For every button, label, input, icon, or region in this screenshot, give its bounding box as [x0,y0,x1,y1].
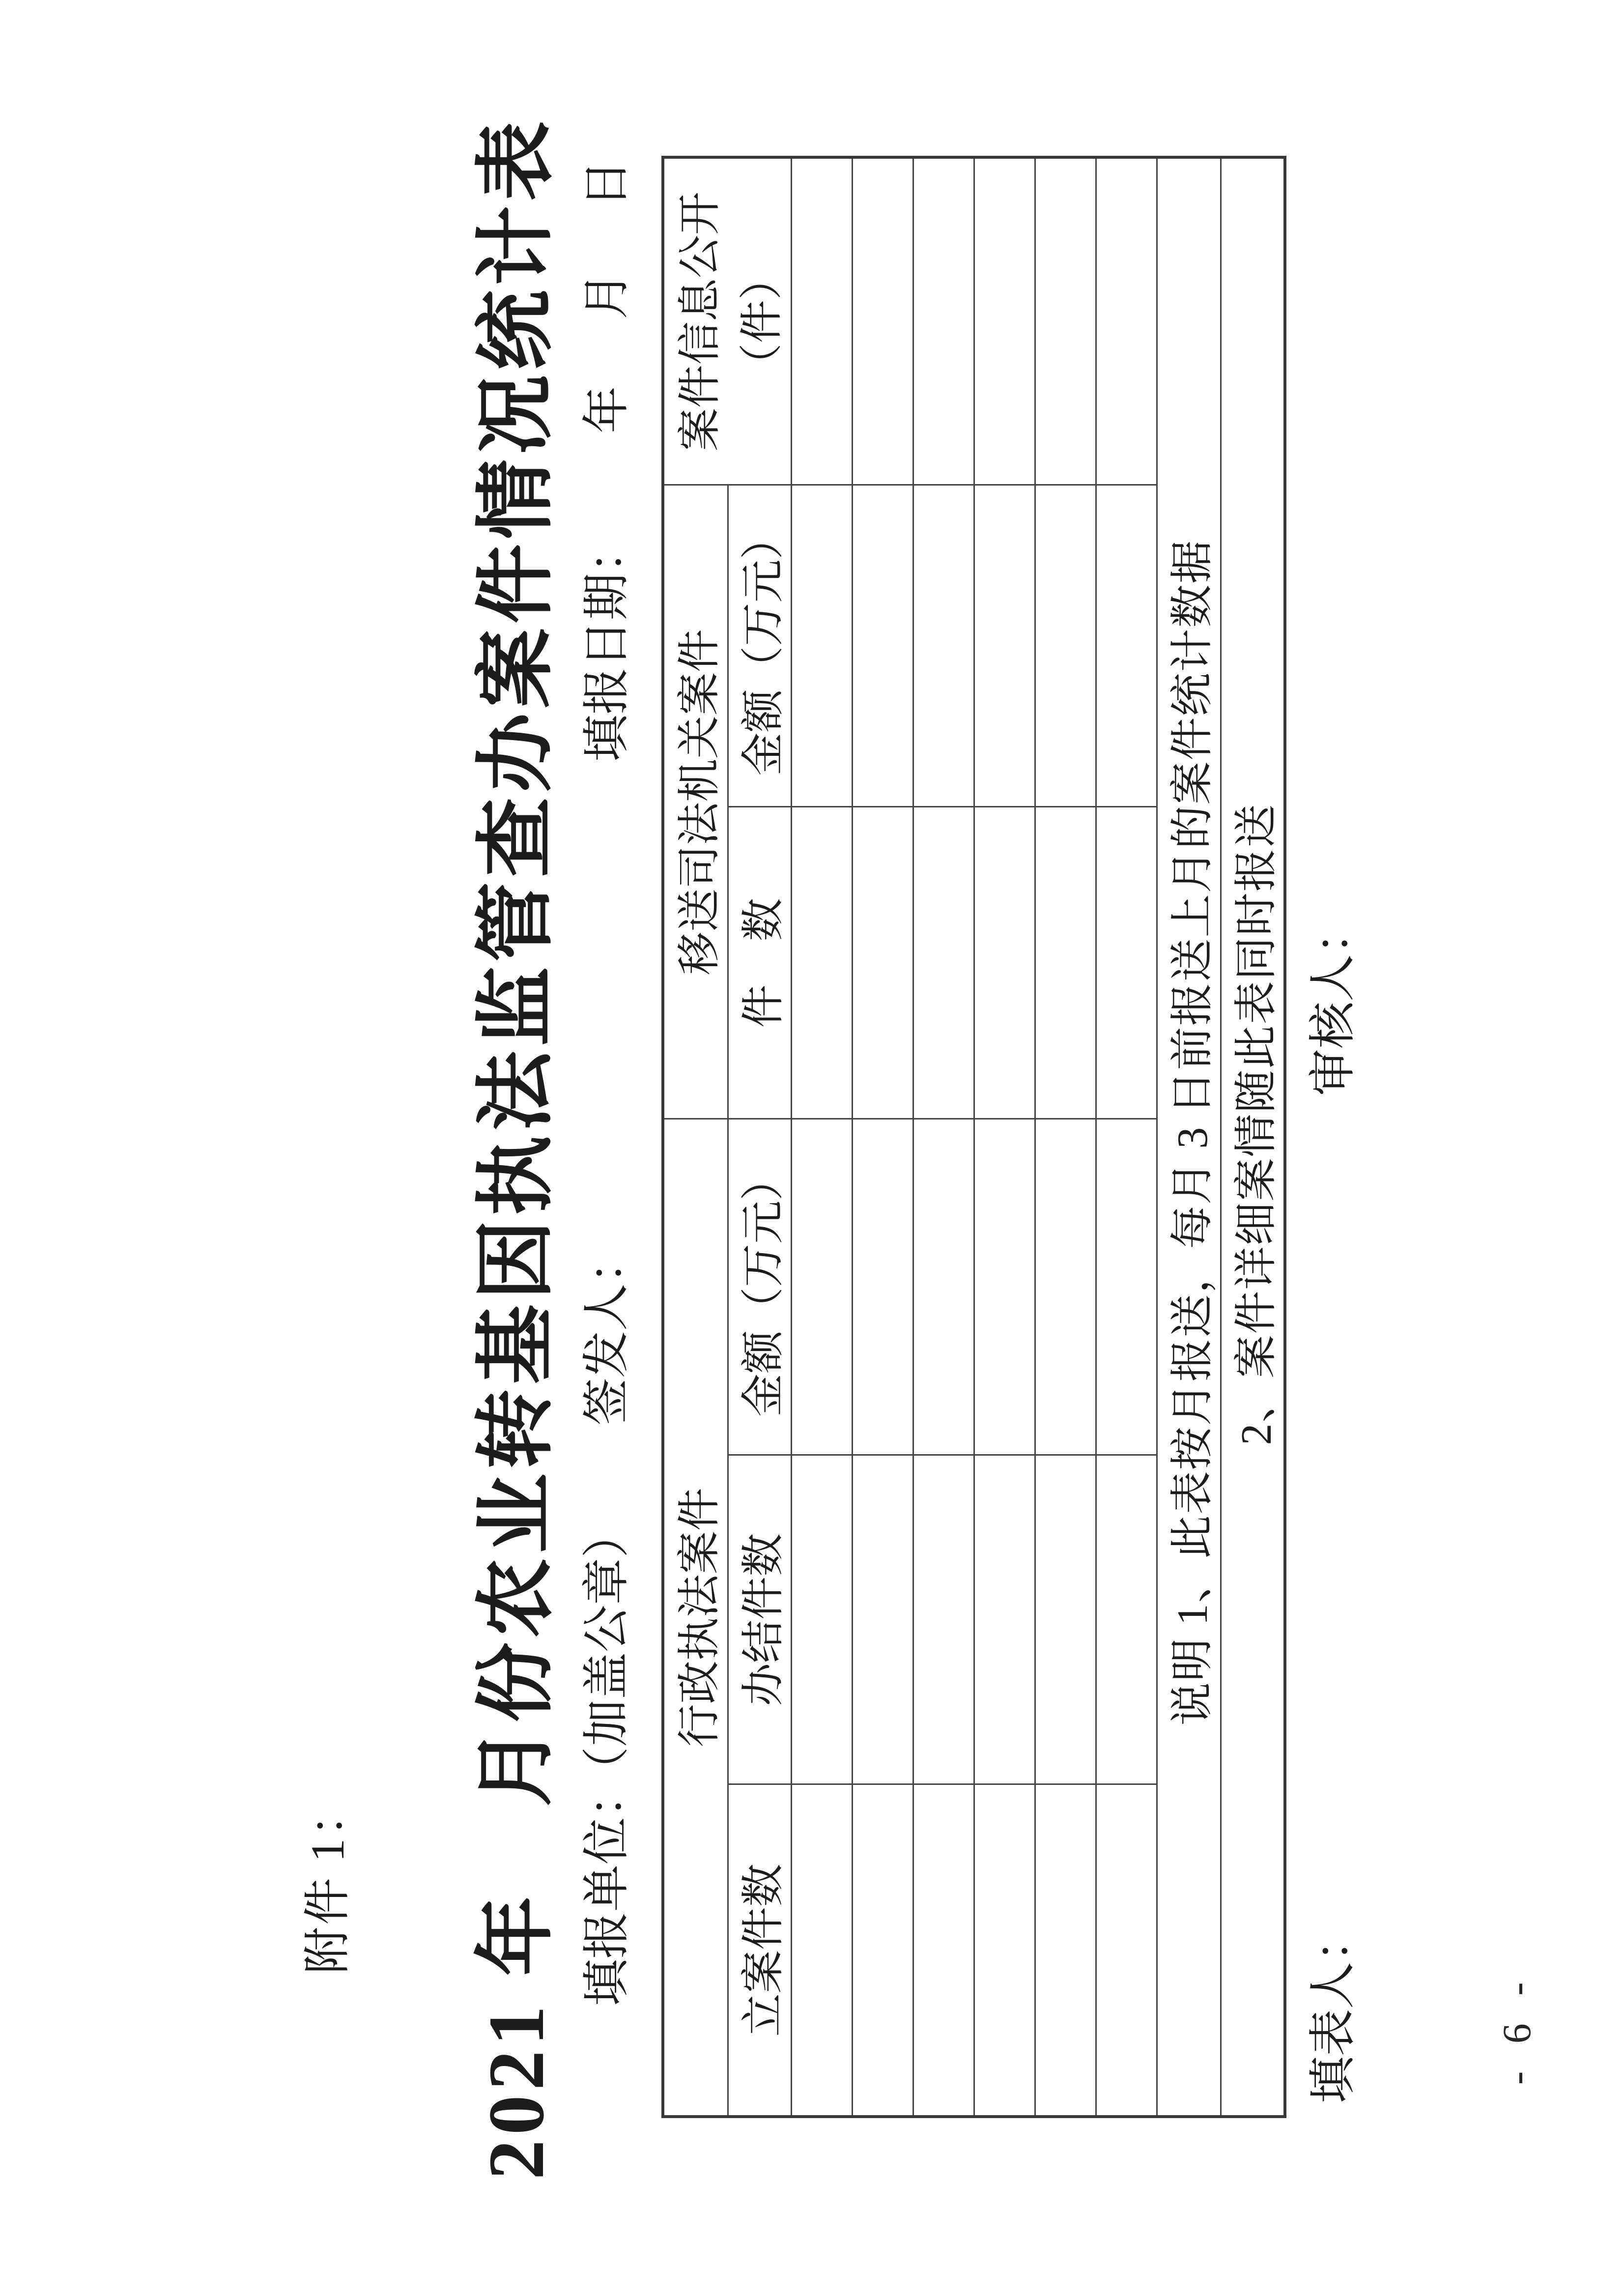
table-data-cell [791,485,852,807]
table-data-cell [1096,485,1157,807]
table-note-row-1 [1157,157,1221,2117]
statistics-table [661,156,1286,2118]
table-data-row [791,157,852,2117]
group-header-info-disclosure: 案件信息公开（件） [663,157,791,485]
table-note-row-2 [1221,157,1285,2117]
table-data-row [852,157,913,2117]
table-data-cell [913,1119,974,1455]
table-data-cell [913,485,974,807]
table-data-cell [852,157,913,485]
table-data-cell [791,807,852,1119]
reviewer-label: 审核人： [1307,907,1359,1096]
day-label: 日 [580,160,633,207]
table-data-cell [913,807,974,1119]
report-date-label: 填报日期： [580,526,633,762]
table-data-cell [974,157,1035,485]
table-data-cell [852,1119,913,1455]
table-data-cell [791,1119,852,1455]
table-group-header-row [663,157,728,2117]
page-title: 2021 年 月份农业转基因执法监管查办案件情况统计表 [473,116,561,2180]
table-data-cell [974,1455,1035,1784]
table-data-cell [852,485,913,807]
table-data-cell [852,1455,913,1784]
table-data-cell [913,157,974,485]
table-data-cell [913,1784,974,2117]
table-data-cell [974,1119,1035,1455]
preparer-label: 填表人： [1307,1915,1359,2103]
table-data-cell [1096,1784,1157,2117]
note-line-1: 说明 1、此表按月报送，每月 3 日前报送上月的案件统计数据 [1157,157,1221,2117]
table-data-cell [852,1784,913,2117]
table-data-row [1035,157,1096,2117]
table-data-cell [791,157,852,485]
group-header-admin-enforcement: 行政执法案件 [663,1119,728,2117]
table-data-cell [1096,157,1157,485]
sub-header-amount-judicial: 金额（万元） [728,485,791,807]
table-data-cell [1096,1455,1157,1784]
table-data-row [913,157,974,2117]
table-data-cell [913,1455,974,1784]
table-data-cell [974,1784,1035,2117]
attachment-label: 附件 1： [301,1787,354,1974]
signature-row [1295,159,1359,2118]
table-data-cell [791,1455,852,1784]
group-header-judicial-transfer: 移送司法机关案件 [663,485,728,1119]
table-data-cell [1035,157,1096,485]
sub-header-case-count: 件 数 [728,807,791,1119]
sub-header-cases-filed: 立案件数 [728,1784,791,2117]
table-data-cell [1035,807,1096,1119]
form-meta-row [569,158,633,2006]
sub-header-amount-admin: 金额（万元） [728,1119,791,1455]
table-data-row [1096,157,1157,2117]
table-data-cell [1096,807,1157,1119]
sub-header-cases-closed: 办结件数 [728,1455,791,1784]
table-data-cell [1035,1119,1096,1455]
table-data-cell [974,485,1035,807]
table-data-cell [974,807,1035,1119]
signer-label: 签发人： [580,1236,633,1425]
reporting-unit-label: 填报单位：（加盖公章） [580,1511,633,2006]
table-data-cell [1035,485,1096,807]
year-label: 年 [580,386,633,433]
month-label: 月 [580,272,633,319]
table-data-cell [791,1784,852,2117]
table-data-cell [852,807,913,1119]
table-data-cell [1096,1119,1157,1455]
table-data-row [974,157,1035,2117]
table-data-cell [1035,1784,1096,2117]
note-line-2: 2、案件详细案情随此表同时报送 [1221,157,1285,2117]
page-number: - 6 - [1494,1973,1539,2085]
table-data-cell [1035,1455,1096,1784]
